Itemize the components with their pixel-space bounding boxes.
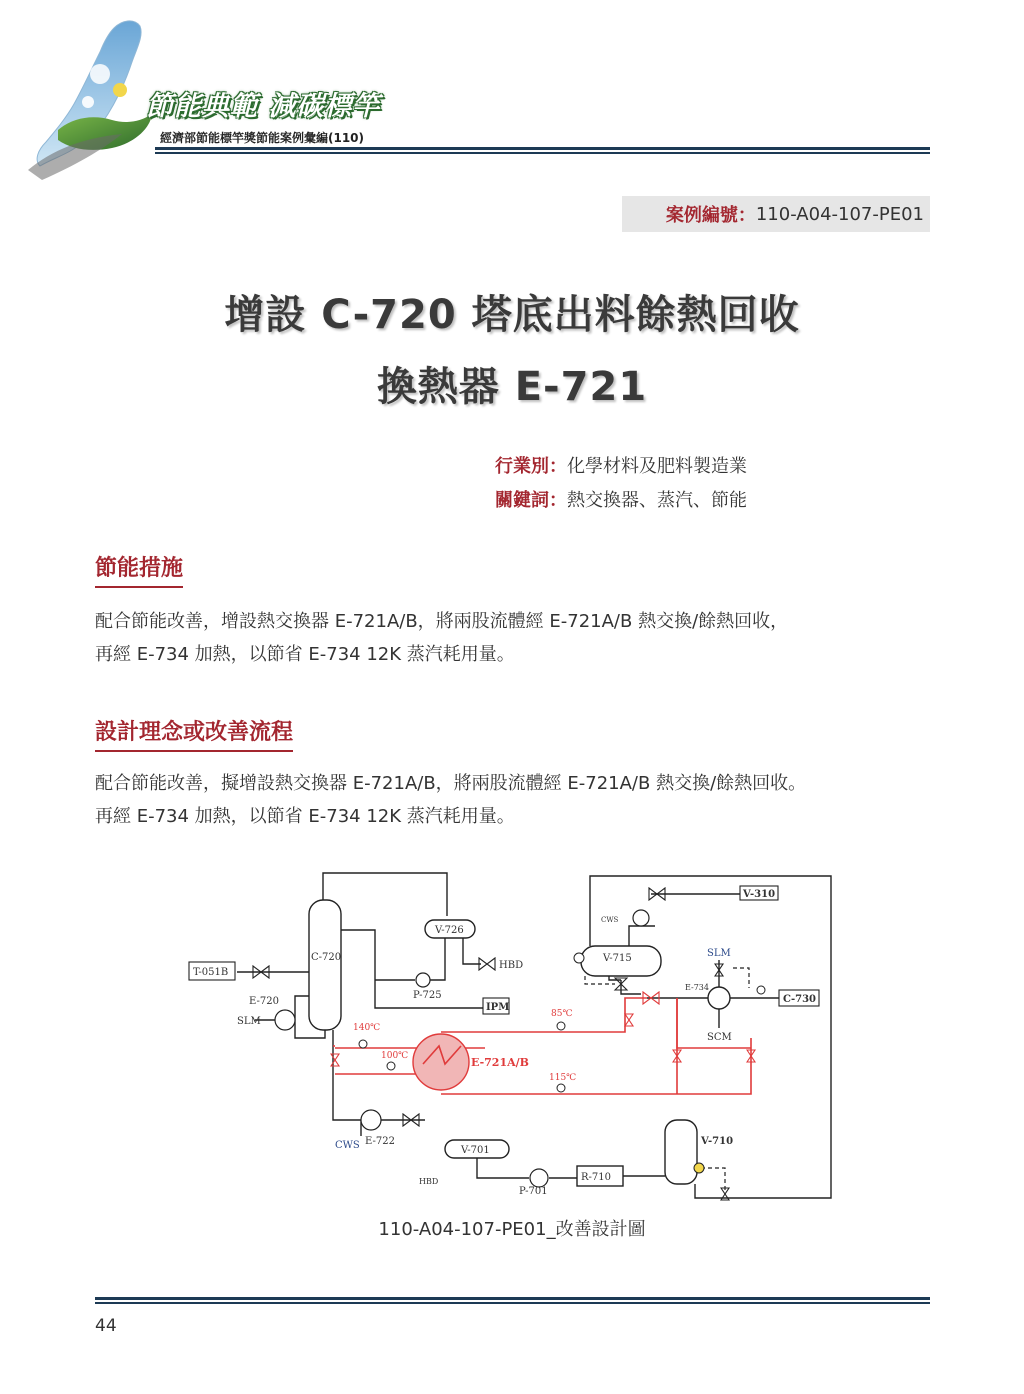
label-v701: V-701 bbox=[461, 1145, 490, 1156]
label-v710: V-710 bbox=[701, 1136, 734, 1147]
keywords-value: 熱交換器、蒸汽、節能 bbox=[567, 490, 747, 511]
taiwan-map-logo-icon bbox=[22, 10, 162, 182]
label-v715: V-715 bbox=[603, 953, 632, 964]
label-cws: CWS bbox=[601, 916, 619, 924]
process-flow-diagram bbox=[185, 868, 835, 1208]
label-p725: P-725 bbox=[413, 990, 442, 1001]
label-e721ab: E-721A/B bbox=[471, 1056, 529, 1069]
label-e720: E-720 bbox=[249, 996, 279, 1007]
footer-divider-secondary bbox=[95, 1302, 930, 1304]
section-body-measures bbox=[95, 605, 940, 671]
keywords-label: 關鍵詞： bbox=[495, 490, 567, 511]
label-v726: V-726 bbox=[435, 925, 464, 936]
label-temp-85: 85℃ bbox=[551, 1009, 573, 1019]
label-c720: C-720 bbox=[311, 952, 342, 963]
header-logo bbox=[22, 10, 162, 182]
label-v310: V-310 bbox=[743, 889, 776, 900]
label-cws-2: CWS bbox=[335, 1140, 360, 1151]
label-hbd: HBD bbox=[499, 960, 524, 971]
label-e722: E-722 bbox=[365, 1136, 395, 1147]
label-hbd-2: HBD bbox=[419, 1177, 439, 1186]
body-line: 再經 E-734 加熱，以節省 E-734 12K 蒸汽耗用量。 bbox=[95, 806, 515, 827]
page-title-line-1: 增設 C-720 塔底出料餘熱回收 bbox=[224, 292, 800, 338]
header-divider-secondary bbox=[155, 152, 930, 154]
case-number-value: 110-A04-107-PE01 bbox=[755, 203, 924, 225]
label-scm: SCM bbox=[707, 1032, 732, 1043]
label-slm-2: SLM bbox=[707, 948, 731, 959]
label-e734: E-734 bbox=[685, 983, 709, 992]
page-number: 44 bbox=[95, 1316, 117, 1336]
label-c730: C-730 bbox=[783, 994, 816, 1005]
case-number-box bbox=[622, 196, 930, 232]
label-temp-140: 140℃ bbox=[353, 1023, 381, 1033]
footer-divider bbox=[95, 1297, 930, 1300]
body-line: 配合節能改善，擬增設熱交換器 E-721A/B，將兩股流體經 E-721A/B 熱交換/餘熱回收。 bbox=[95, 773, 807, 794]
industry-label: 行業別： bbox=[495, 456, 567, 477]
section-body-design bbox=[95, 767, 940, 833]
industry-value: 化學材料及肥料製造業 bbox=[567, 456, 747, 477]
case-number-label: 案例編號： bbox=[665, 205, 756, 226]
body-line: 再經 E-734 加熱，以節省 E-734 12K 蒸汽耗用量。 bbox=[95, 644, 515, 665]
label-temp-100: 100℃ bbox=[381, 1051, 409, 1061]
label-t051b: T-051B bbox=[193, 967, 229, 978]
section-heading-design: 設計理念或改善流程 bbox=[95, 715, 293, 752]
brand-title: 節能典範 減碳標竿 bbox=[146, 91, 381, 122]
label-temp-115: 115℃ bbox=[549, 1073, 577, 1083]
keywords-row bbox=[495, 486, 747, 512]
page-title-line-2: 換熱器 E-721 bbox=[376, 364, 648, 410]
header-divider bbox=[155, 147, 930, 150]
diagram-caption: 110-A04-107-PE01_改善設計圖 bbox=[378, 1219, 646, 1240]
process-flow-svg bbox=[185, 868, 835, 1208]
brand-subtitle: 經濟部節能標竿獎節能案例彙編(110) bbox=[160, 131, 365, 145]
industry-row bbox=[495, 452, 747, 478]
section-heading-measures: 節能措施 bbox=[95, 551, 183, 588]
body-line: 配合節能改善，增設熱交換器 E-721A/B，將兩股流體經 E-721A/B 熱交換/餘熱回收， bbox=[95, 611, 789, 632]
label-ipm: IPM bbox=[486, 1002, 510, 1013]
label-r710: R-710 bbox=[581, 1172, 611, 1183]
label-slm: SLM bbox=[237, 1016, 261, 1027]
label-p701: P-701 bbox=[519, 1186, 548, 1197]
